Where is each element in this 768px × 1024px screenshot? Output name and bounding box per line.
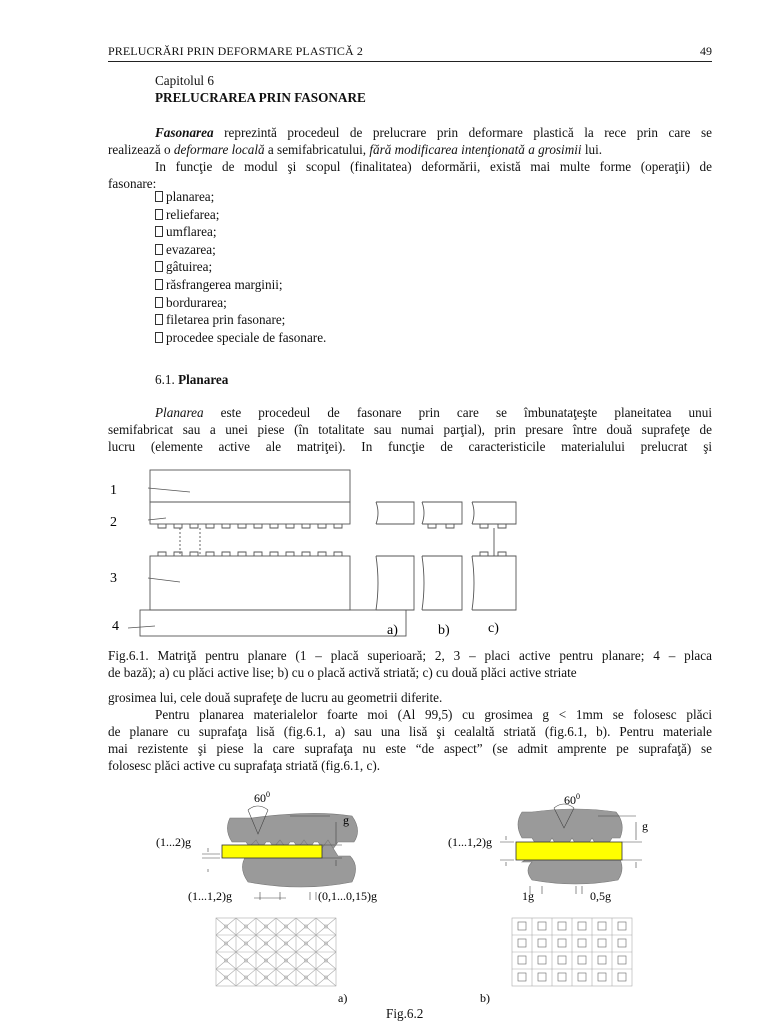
grid-cell-square xyxy=(558,956,566,964)
grid-cell-square xyxy=(578,956,586,964)
after-line-1: grosimea lui, cele două suprafeţe de lucru au geometrii diferite. xyxy=(108,690,443,705)
grid-cell-square xyxy=(518,973,526,981)
fig1-caption-line-1: Fig.6.1. Matriţă pentru planare (1 – placă superioară; 2, 3 – placi active pentru planare; 4 – placa xyxy=(108,648,712,663)
fig2-a-angle: $60^0$ xyxy=(254,790,270,805)
planare-line-3: lucru (elemente active ale matriţei). In funcţie de caracteristicile materialului prelucrat şi xyxy=(108,439,712,454)
plate-2-ribs xyxy=(158,524,342,528)
plate-1-upper xyxy=(150,470,350,502)
term-planarea: Planarea xyxy=(155,405,204,420)
fig1-label-2: 2 xyxy=(110,515,117,530)
list-item: bordurarea; xyxy=(155,294,326,312)
plate-2-active xyxy=(150,502,350,524)
grid-cell-square xyxy=(558,939,566,947)
fig2-caption: Fig.6.2 xyxy=(386,1006,424,1021)
bullet-box-icon xyxy=(155,209,163,220)
fig1-variant-c: c) xyxy=(488,621,499,636)
page-number: 49 xyxy=(700,44,712,58)
fig2-b-left-label: (1...1,2)g xyxy=(448,835,492,849)
list-item: umflarea; xyxy=(155,223,326,241)
fig2-b-angle: $60^0$ xyxy=(564,792,580,807)
fig2-b-grid xyxy=(512,918,632,986)
grid-cell-square xyxy=(618,922,626,930)
operations-list xyxy=(155,188,326,346)
intro-line-2: realizează o deformare locală a semifabricatului, fără modificarea intenţionată a grosimii lui. xyxy=(108,142,603,157)
after-line-5: folosesc plăci active cu suprafaţa striată (fig.6.1, c). xyxy=(108,758,381,773)
chapter-number: Capitolul 6 xyxy=(155,73,214,88)
bullet-box-icon xyxy=(155,332,163,343)
fig2-a-grid xyxy=(216,918,336,986)
fig1-variant-a: a) xyxy=(387,623,398,638)
fig2-b-bottom-right: 0,5g xyxy=(590,889,611,903)
grid-cell-square xyxy=(518,939,526,947)
section-title: Planarea xyxy=(178,372,229,387)
fig2-b-g: g xyxy=(642,819,648,833)
grid-cell-square xyxy=(618,956,626,964)
planare-line-1: Planarea este procedeul de fasonare prin care se îmbunataţeşte planeitatea unui xyxy=(155,405,712,420)
after-line-3: de planare cu suprafaţa lisă (fig.6.1, a) sau una lisă şi cealaltă striată (fig.6.1, b). Pentru materiale xyxy=(108,724,712,739)
fig2-b-tools xyxy=(516,809,622,884)
grid-cell-square xyxy=(578,973,586,981)
fig2-a-tools xyxy=(222,813,358,887)
bullet-box-icon xyxy=(155,244,163,255)
list-item: gâtuirea; xyxy=(155,258,326,276)
figure-6-2 xyxy=(150,782,670,1010)
plate-3-active xyxy=(150,556,350,610)
planare-line-2: semifabricat sau a unei piese (în totalitate sau numai parţial), prin presare între două suprafeţe de xyxy=(108,422,712,437)
fig2-a-sheet xyxy=(222,845,322,858)
section-heading: 6.1. Planarea xyxy=(155,372,229,387)
list-item: reliefarea; xyxy=(155,206,326,224)
grid-cell-square xyxy=(598,922,606,930)
grid-cell-square xyxy=(538,973,546,981)
bullet-box-icon xyxy=(155,279,163,290)
grid-cell-square xyxy=(618,939,626,947)
grid-cell-square xyxy=(598,956,606,964)
variant-b-plates xyxy=(422,502,462,610)
bullet-box-icon xyxy=(155,297,163,308)
plate-3-ribs xyxy=(158,552,342,556)
grid-cell-square xyxy=(578,922,586,930)
grid-cell-square xyxy=(538,939,546,947)
grid-cell-square xyxy=(578,939,586,947)
fig1-caption-line-2: de bază); a) cu plăci active lise; b) cu o placă activă striată; c) cu două plăci active striate xyxy=(108,665,577,680)
after-line-4: mai rezistente şi piese la care suprafaţa nu este “de aspect” (se admit amprente pe suprafaţă) se xyxy=(108,741,712,756)
list-item: procedee speciale de fasonare. xyxy=(155,329,326,347)
list-item: planarea; xyxy=(155,188,326,206)
fig1-label-3: 3 xyxy=(110,571,117,586)
grid-cell-square xyxy=(598,973,606,981)
variant-c-plates xyxy=(472,502,516,610)
grid-cell-square xyxy=(538,956,546,964)
header-title: PRELUCRĂRI PRIN DEFORMARE PLASTICĂ 2 xyxy=(108,44,363,58)
grid-cell-square xyxy=(598,939,606,947)
grid-cell-square xyxy=(618,973,626,981)
chapter-title: PRELUCRAREA PRIN FASONARE xyxy=(155,90,366,105)
plate-4-base xyxy=(140,610,406,636)
fig2-a-g: g xyxy=(343,813,349,827)
list-item: răsfrangerea marginii; xyxy=(155,276,326,294)
after-line-2: Pentru planarea materialelor foarte moi (Al 99,5) cu grosimea g < 1mm se folosesc plăci xyxy=(155,707,712,722)
variant-a-plates xyxy=(376,502,414,610)
figure-6-1 xyxy=(100,462,540,647)
grid-cell-square xyxy=(538,922,546,930)
grid-cell-square xyxy=(558,973,566,981)
intro-line-1: Fasonarea reprezintă procedeul de prelucrare prin deformare plastică la rece prin care se xyxy=(155,125,712,140)
fig2-b-label: b) xyxy=(480,991,490,1005)
bullet-box-icon xyxy=(155,191,163,202)
bullet-box-icon xyxy=(155,226,163,237)
header-rule xyxy=(108,61,712,62)
bullet-box-icon xyxy=(155,261,163,272)
list-item: filetarea prin fasonare; xyxy=(155,311,326,329)
fig2-a-bottom-right: (0,1...0,15)g xyxy=(318,889,377,903)
fig2-a-left-label: (1...2)g xyxy=(156,835,191,849)
grid-cell-square xyxy=(558,922,566,930)
fig2-a-bottom-left: (1...1,2)g xyxy=(188,889,232,903)
intro-line-4: fasonare: xyxy=(108,176,157,191)
grid-cell-square xyxy=(518,956,526,964)
bullet-box-icon xyxy=(155,314,163,325)
intro-line-3: In funcţie de modul şi scopul (finalitatea) deformării, există mai multe forme (operaţii) de xyxy=(155,159,712,174)
fig1-label-1: 1 xyxy=(110,483,117,498)
fig2-a-label: a) xyxy=(338,991,348,1005)
list-item: evazarea; xyxy=(155,241,326,259)
fig1-label-4: 4 xyxy=(112,619,119,634)
fig2-b-sheet xyxy=(516,842,622,860)
grid-cell-square xyxy=(518,922,526,930)
label-leaders xyxy=(128,488,190,628)
fig1-variant-b: b) xyxy=(438,623,450,638)
term-fasonarea: Fasonarea xyxy=(155,125,214,140)
fig2-b-bottom-left: 1g xyxy=(522,889,534,903)
